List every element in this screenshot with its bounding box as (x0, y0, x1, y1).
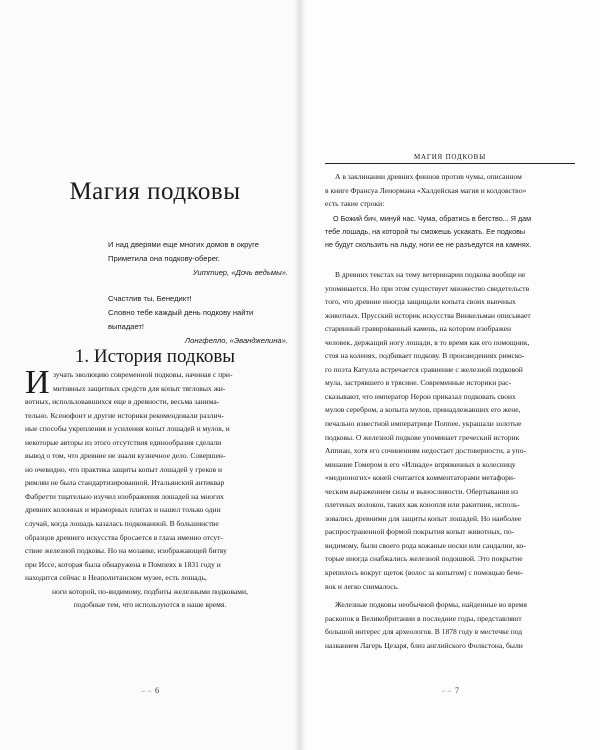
running-head-rule (325, 163, 575, 164)
right-body-text-2 (325, 598, 575, 652)
page-number: 7 (455, 686, 460, 695)
text-line: плетеных волокон, таких как конопля или ракитник, исполь- (325, 500, 520, 510)
text-line: образцов древнего искусства бросается в глаза именно отсут- (25, 532, 223, 542)
epigraph-verse-line: Счастлив ты, Бенедикт! (108, 294, 192, 303)
text-line: подобные тем, что используются в наше время. (73, 600, 227, 610)
text-line: мула, застрявшего в трясине. Современные историки рас- (325, 378, 512, 388)
text-line: некоторые авторы из этого отсутствия единообразия сделали (25, 437, 222, 447)
text-line: зовались древними для защиты копыт лошадей. Но наиболее (325, 513, 522, 523)
right-body-text (325, 268, 575, 593)
page-ornament: ∽∽ (440, 689, 454, 695)
text-line: находится сейчас в Неаполитанском музее, есть лошадь, (25, 573, 207, 583)
text-line: сказывают, что император Нерон приказал подковать своих (325, 391, 516, 401)
quote-block (325, 212, 575, 251)
text-line: римлян не была стандартизированной. Итальянский антиквар (25, 478, 225, 488)
epigraph-verse-line: выпадает! (108, 322, 145, 331)
text-line: раскопок в Великобритании в последние годы, представляют (325, 613, 522, 623)
page-number: 6 (155, 686, 160, 695)
text-line: го поэта Катулла встречается сравнение с железной подковой (325, 364, 523, 374)
text-line: торые иногда снабжались железной подошвой. Это покрытие (325, 554, 523, 564)
text-line: стоя на коленях, подбивает подкову. В произведениях римско- (325, 351, 525, 361)
text-line: вок и легко снималось. (325, 581, 399, 591)
text-line: вывод о том, что древние не знали кузнечное дело. Совершен- (25, 451, 226, 461)
text-line: зучать эволюцию современной подковы, начиная с при- (53, 370, 233, 379)
right-page-number (420, 686, 480, 695)
text-line: печально известной императрице Поппее, украшали золотые (325, 419, 522, 429)
text-line: большой интерес для археологов. В 1878 году в местечке под (325, 627, 523, 637)
text-line: минание Гомером в его «Илиаде» впряженных в колесницу (325, 459, 516, 469)
text-line: В древних текстах на тему ветеринарии подкова вообще не (335, 270, 526, 279)
chapter-title: Магия подковы (69, 178, 241, 205)
text-line: Аппиан, хотя его сочинениям недостает достоверности, а упо- (325, 446, 526, 456)
quote-line: тебе лошадь, на которой ты сможешь ускакать. Ее подковы (325, 227, 526, 236)
text-line: животных. Прусский историк искусства Винкельман описывает (325, 310, 531, 320)
right-intro-text (325, 170, 575, 211)
quote-line: О Божий бич, минуй нас. Чума, обратись в бегство... Я дам (333, 214, 532, 223)
text-line: распространенной формой покрытия копыт животных, по- (325, 527, 515, 537)
running-head: МАГИЯ ПОДКОВЫ (413, 153, 487, 161)
text-line: ноги которой, по-видимому, подбиты железными подковами, (52, 586, 248, 596)
text-line: ческим выражением силы и выносливости. Обертывания из (325, 486, 518, 496)
text-line: митивных защитных средств для копыт тягловых жи- (53, 383, 226, 393)
text-line: вотных, использовавшихся еще в древности, весьма занима- (25, 397, 220, 407)
epigraph-attribution: Уиттиер, «Дочь ведьмы». (192, 268, 288, 277)
page-ornament: ∽∽ (140, 689, 154, 695)
drop-cap: И (25, 364, 50, 401)
quote-line: не будут скользить на льду, ноги ее не разъедутся на камнях. (325, 240, 532, 249)
text-line: Фабретти тщательно изучил изображения лошадей на многих (25, 491, 224, 501)
text-line: при Иссе, которая была обнаружена в Помпеях в 1831 году и (25, 559, 221, 569)
text-line: древних колоннах и мраморных плитах и нашел только один (25, 505, 221, 515)
epigraph (108, 238, 288, 348)
text-line: названием Лагерь Цезаря, близ английского Фолкстона, были (325, 640, 523, 650)
text-line: видимому, были своего рода кожаные носки или сандалии, ко- (325, 540, 526, 550)
text-line: но очевидно, что практика защиты копыт лошадей у греков и (25, 464, 222, 474)
text-line: в книге Франсуа Ленормана «Халдейская магия и колдовство» (325, 185, 527, 195)
text-line: ствие железной подковы. Но на мозаике, изображающей битву (25, 546, 227, 556)
text-line: того, что древние иногда защищали копыта своих вьючных (325, 297, 516, 307)
text-line: подковы. О железной подкове упоминает греческий историк (325, 432, 520, 442)
text-line: Железные подковы необычной формы, найденные во время (335, 600, 527, 609)
section-title: 1. История подковы (74, 346, 236, 367)
text-line: человек, держащий ногу лошади, в то время как его помощник, (325, 337, 530, 347)
text-line: старинный гравированный камень, на котором изображен (325, 324, 511, 334)
text-line: крепилось вокруг щеток (волос за копытом) с помощью бече- (325, 568, 524, 578)
text-line: есть такие строки: (325, 199, 385, 209)
text-line: тельно. Ксенофонт и другие историки рекомендовали различ- (25, 410, 224, 420)
text-line: «медноногих» коней считается комментаторами метафори- (325, 473, 516, 483)
text-line: А в заклинании древних финнов против чумы, описанном (335, 172, 522, 181)
epigraph-verse-line: Словно тебе каждый день подкову найти (108, 308, 254, 317)
left-body-text (25, 364, 275, 612)
epigraph-verse-line: И над дверями еще многих домов в округе (108, 240, 259, 249)
text-line: ные способы укрепления и усиления копыт лошадей и мулов, и (25, 424, 230, 434)
text-line: случай, когда лошадь казалась подкованной. В большинстве (25, 519, 219, 529)
text-line: упоминается. Но при этом существует множество свидетельств (325, 283, 530, 293)
epigraph-verse-line: Приметила она подкову-оберег. (108, 254, 220, 263)
left-page-number (120, 686, 180, 695)
book-gutter (294, 0, 306, 750)
text-line: мулов серебром, а копыта мулов, принадлежавших его жене, (325, 405, 521, 415)
epigraph-attribution: Лонгфелло, «Эванджелина». (184, 336, 288, 345)
